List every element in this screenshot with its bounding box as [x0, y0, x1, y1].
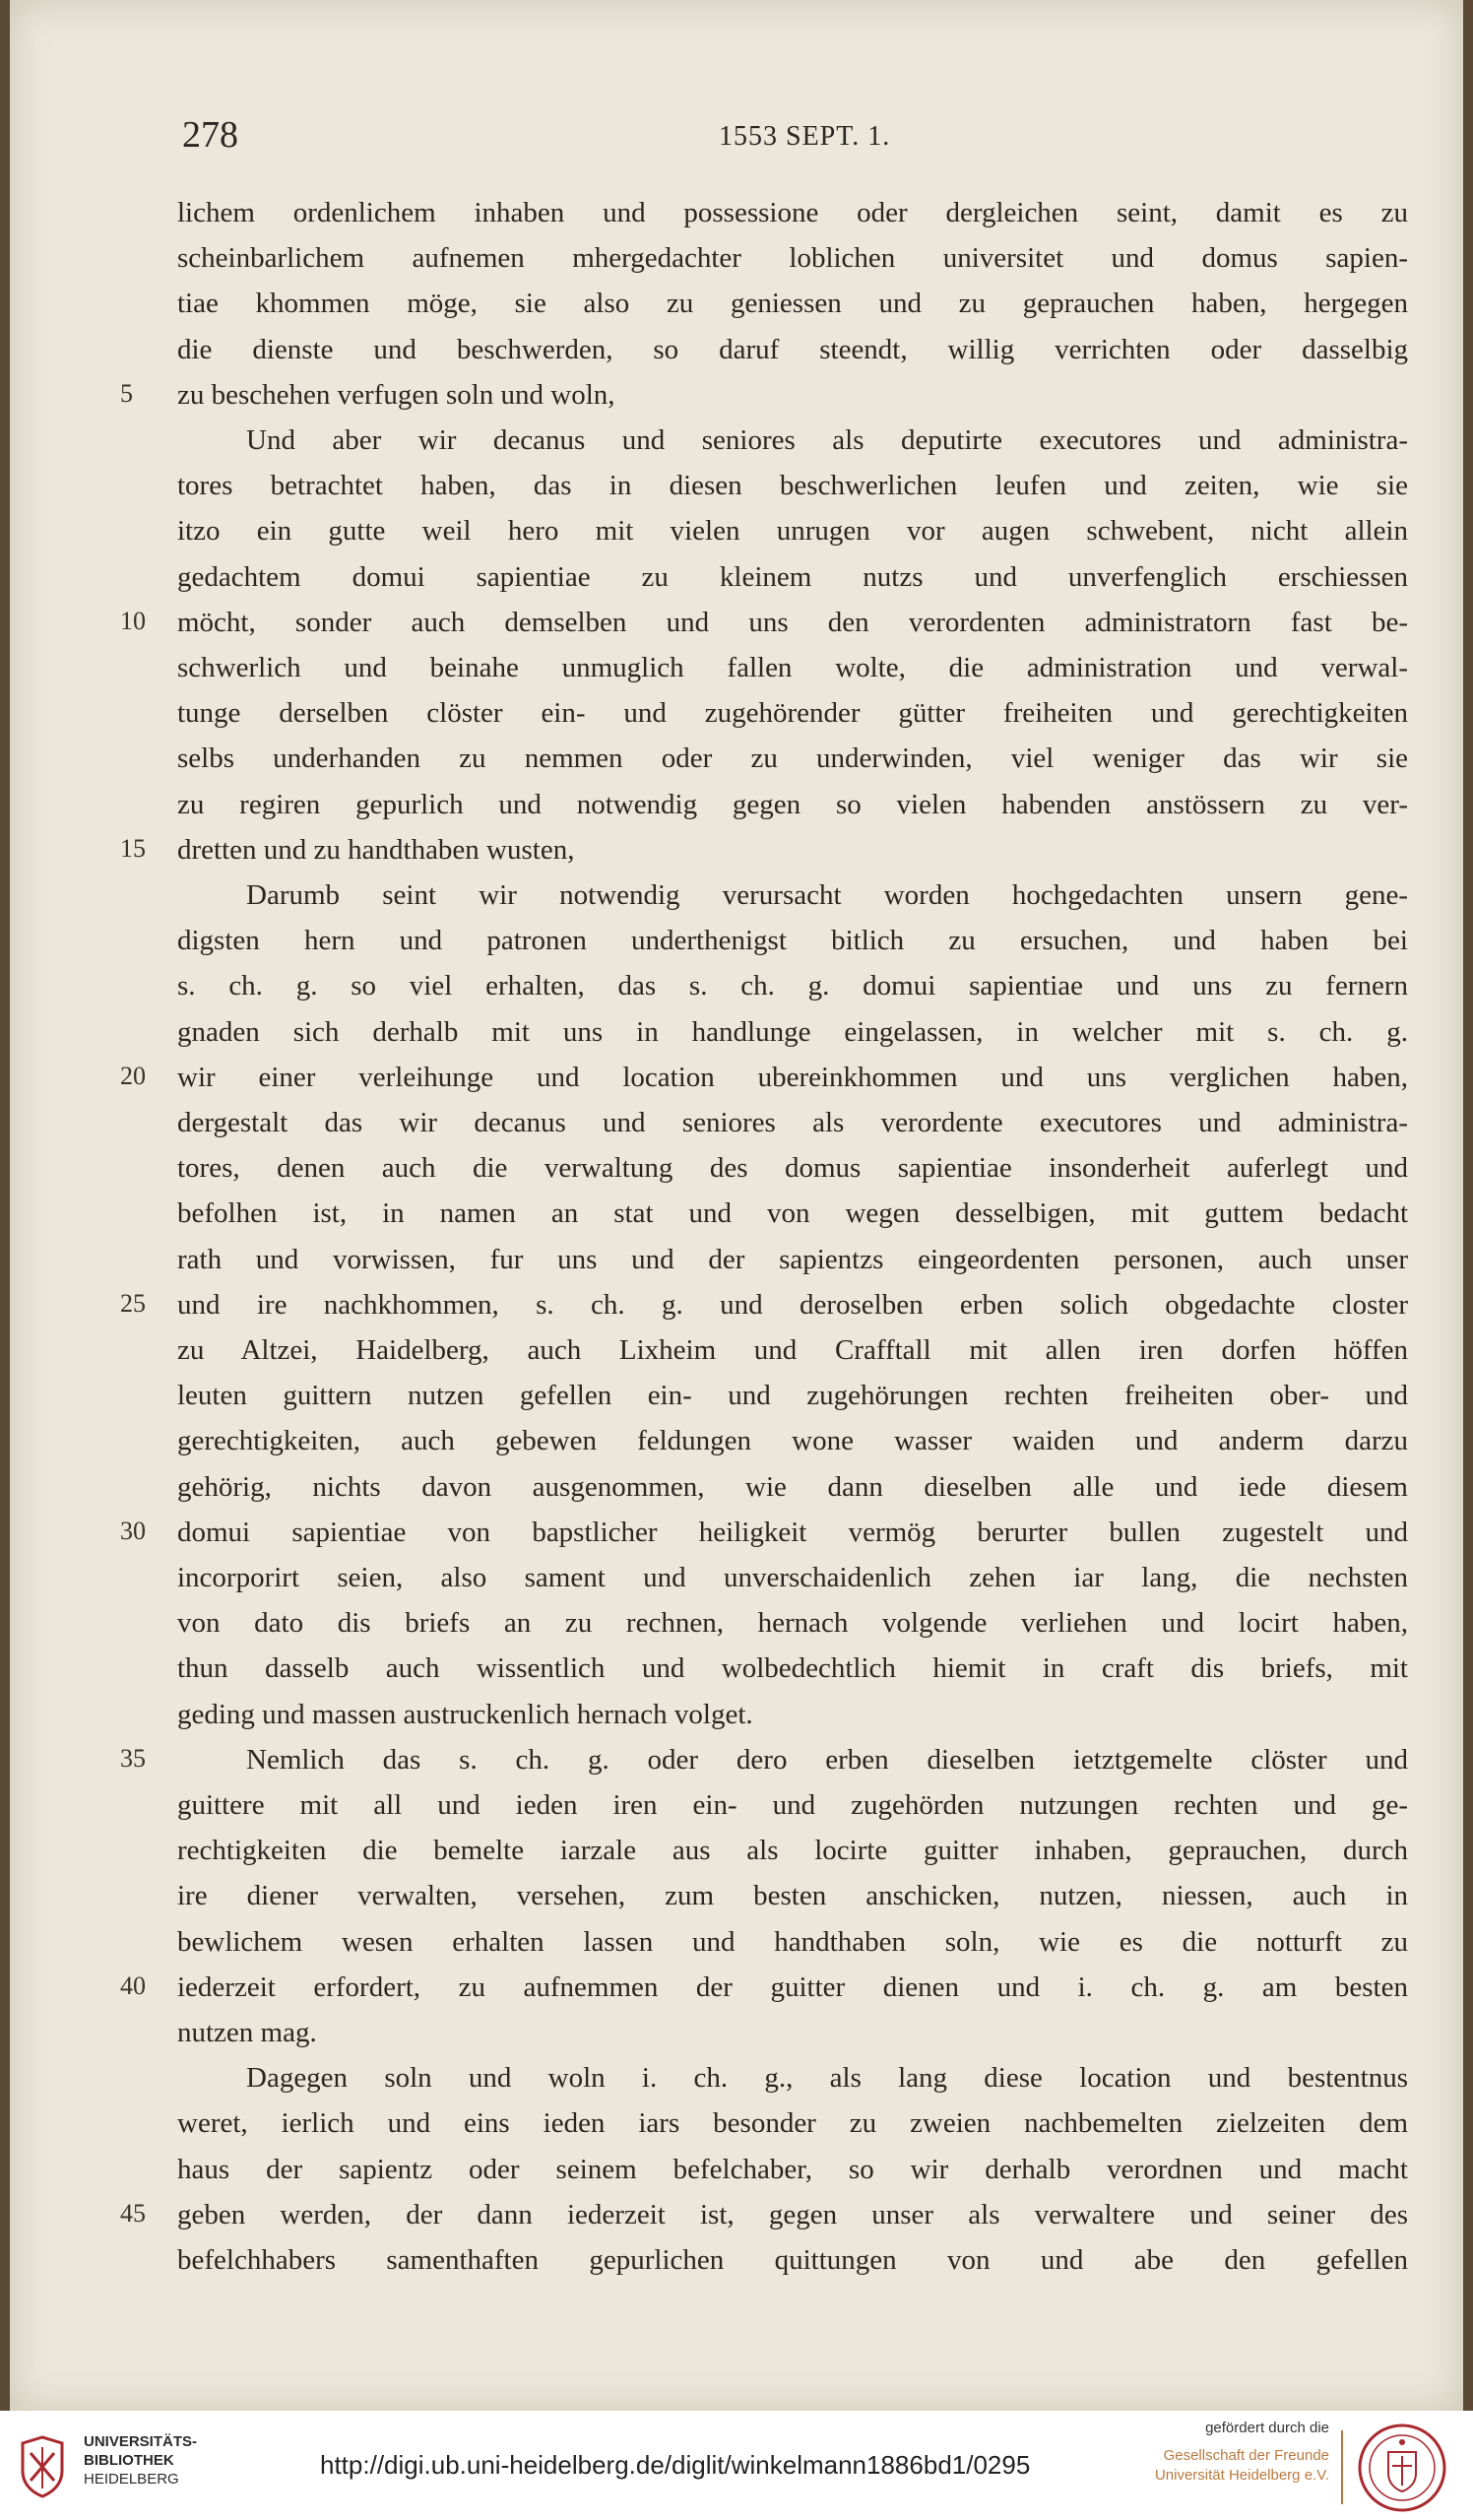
text-line: befelchhabers samenthaften gepurlichen quittungen von und abe den gefellen [177, 2244, 1408, 2276]
sponsor-lead: gefördert durch die [1205, 2420, 1329, 2436]
text-line: gehörig, nichts davon ausgenommen, wie dann dieselben alle und iede diesem [177, 1471, 1408, 1503]
text-line: geding und massen austruckenlich hernach volget. [177, 1699, 753, 1730]
text-line: und ire nachkhommen, s. ch. g. und deroselben erben solich obgedachte closter [177, 1289, 1408, 1321]
footer-bar [0, 2411, 1473, 2520]
text-line: Nemlich das s. ch. g. oder dero erben dieselben ietztgemelte clöster und [246, 1744, 1408, 1776]
text-line: die dienste und beschwerden, so daruf steendt, willig verrichten oder dasselbig [177, 334, 1408, 365]
running-head: 1553 SEPT. 1. [719, 121, 891, 152]
text-line: gedachtem domui sapientiae zu kleinem nutzs und unverfenglich erschiessen [177, 561, 1408, 593]
text-line: incorporirt seien, also sament und unverschaidenlich zehen iar lang, die nechsten [177, 1562, 1408, 1593]
text-line: von dato dis briefs an zu rechnen, hernach volgende verliehen und locirt haben, [177, 1607, 1408, 1639]
line-number: 30 [120, 1517, 146, 1545]
text-line: Darumb seint wir notwendig verursacht worden hochgedachten unsern gene- [246, 879, 1408, 911]
text-line: rath und vorwissen, fur uns und der sapientzs eingeordenten personen, auch unser [177, 1244, 1408, 1275]
text-line: ire diener verwalten, versehen, zum besten anschicken, nutzen, niessen, auch in [177, 1880, 1408, 1911]
text-line: wir einer verleihunge und location ubereinkhommen und uns verglichen haben, [177, 1062, 1408, 1093]
sponsor-block[interactable] [1132, 2419, 1329, 2486]
text-line: Dagegen soln und woln i. ch. g., als lang diese location und bestentnus [246, 2062, 1408, 2094]
text-line: s. ch. g. so viel erhalten, das s. ch. g. domui sapientiae und uns zu fernern [177, 970, 1408, 1002]
text-line: rechtigkeiten die bemelte iarzale aus als locirte guitter inhaben, geprauchen, durch [177, 1835, 1408, 1866]
text-line: tores betrachtet haben, das in diesen beschwerlichen leufen und zeiten, wie sie [177, 470, 1408, 501]
text-line: itzo ein gutte weil hero mit vielen unrugen vor augen schwebent, nicht allein [177, 515, 1408, 547]
library-name-line: UNIVERSITÄTS- [84, 2433, 198, 2450]
text-line: möcht, sonder auch demselben und uns den verordenten administratorn fast be- [177, 607, 1408, 638]
text-line: gnaden sich derhalb mit uns in handlunge eingelassen, in welcher mit s. ch. g. [177, 1016, 1408, 1048]
text-line: digsten hern und patronen underthenigst bitlich zu ersuchen, und haben bei [177, 925, 1408, 956]
text-line: domui sapientiae von bapstlicher heiligkeit vermög berurter bullen zugestelt und [177, 1517, 1408, 1548]
text-line: zu Altzei, Haidelberg, auch Lixheim und Crafftall mit allen iren dorfen höffen [177, 1334, 1408, 1366]
sponsor-org-line: Universität Heidelberg e.V. [1154, 2467, 1329, 2484]
sponsor-divider [1341, 2430, 1343, 2504]
line-number: 5 [120, 379, 133, 408]
line-number: 25 [120, 1289, 146, 1318]
library-logo-icon[interactable] [15, 2435, 70, 2498]
university-seal-icon[interactable] [1357, 2423, 1447, 2513]
text-line: dergestalt das wir decanus und seniores als verordente executores und administra- [177, 1107, 1408, 1138]
text-line: zu regiren gepurlich und notwendig gegen so vielen habenden anstössern zu ver- [177, 789, 1408, 820]
text-line: geben werden, der dann iederzeit ist, gegen unser als verwaltere und seiner des [177, 2199, 1408, 2230]
text-line: nutzen mag. [177, 2017, 317, 2048]
page-header [10, 113, 1463, 162]
text-line: guittere mit all und ieden iren ein- und zugehörden nutzungen rechten und ge- [177, 1789, 1408, 1821]
text-line: gerechtigkeiten, auch gebewen feldungen wone wasser waiden und anderm darzu [177, 1425, 1408, 1456]
permalink-url[interactable]: http://digi.ub.uni-heidelberg.de/diglit/winkelmann1886bd1/0295 [320, 2450, 1031, 2480]
text-line: thun dasselb auch wissentlich und wolbedechtlich hiemit in craft dis briefs, mit [177, 1652, 1408, 1684]
sponsor-org-line: Gesellschaft der Freunde [1163, 2447, 1329, 2464]
line-number: 15 [120, 834, 146, 863]
text-line: scheinbarlichem aufnemen mhergedachter loblichen universitet und domus sapien- [177, 242, 1408, 274]
text-line: befolhen ist, in namen an stat und von wegen desselbigen, mit guttem bedacht [177, 1197, 1408, 1229]
text-line: schwerlich und beinahe unmuglich fallen wolte, die administration und verwal- [177, 652, 1408, 683]
line-number: 35 [120, 1744, 146, 1773]
scanned-page [10, 0, 1463, 2411]
line-number: 40 [120, 1971, 146, 2000]
line-number: 10 [120, 607, 146, 635]
library-name-line: HEIDELBERG [84, 2471, 179, 2488]
text-line: tores, denen auch die verwaltung des domus sapientiae insonderheit auferlegt und [177, 1152, 1408, 1184]
text-line: Und aber wir decanus und seniores als deputirte executores und administra- [246, 424, 1408, 456]
text-line: weret, ierlich und eins ieden iars besonder zu zweien nachbemelten zielzeiten dem [177, 2107, 1408, 2139]
line-number: 20 [120, 1062, 146, 1090]
text-line: bewlichem wesen erhalten lassen und handthaben soln, wie es die notturft zu [177, 1926, 1408, 1958]
library-name[interactable] [84, 2432, 281, 2488]
page-number: 278 [182, 114, 238, 156]
text-line: dretten und zu handthaben wusten, [177, 834, 575, 866]
library-name-line: BIBLIOTHEK [84, 2452, 174, 2469]
text-line: leuten guittern nutzen gefellen ein- und zugehörungen rechten freiheiten ober- und [177, 1380, 1408, 1411]
text-line: selbs underhanden zu nemmen oder zu underwinden, viel weniger das wir sie [177, 743, 1408, 774]
text-line: lichem ordenlichem inhaben und possessione oder dergleichen seint, damit es zu [177, 197, 1408, 228]
text-line: zu beschehen verfugen soln und woln, [177, 379, 615, 411]
text-line: iederzeit erfordert, zu aufnemmen der guitter dienen und i. ch. g. am besten [177, 1971, 1408, 2003]
line-number: 45 [120, 2199, 146, 2228]
text-line: tiae khommen möge, sie also zu geniessen und zu geprauchen haben, hergegen [177, 288, 1408, 319]
text-line: haus der sapientz oder seinem befelchaber, so wir derhalb verordnen und macht [177, 2154, 1408, 2185]
text-line: tunge derselben clöster ein- und zugehörender gütter freiheiten und gerechtigkeiten [177, 697, 1408, 729]
